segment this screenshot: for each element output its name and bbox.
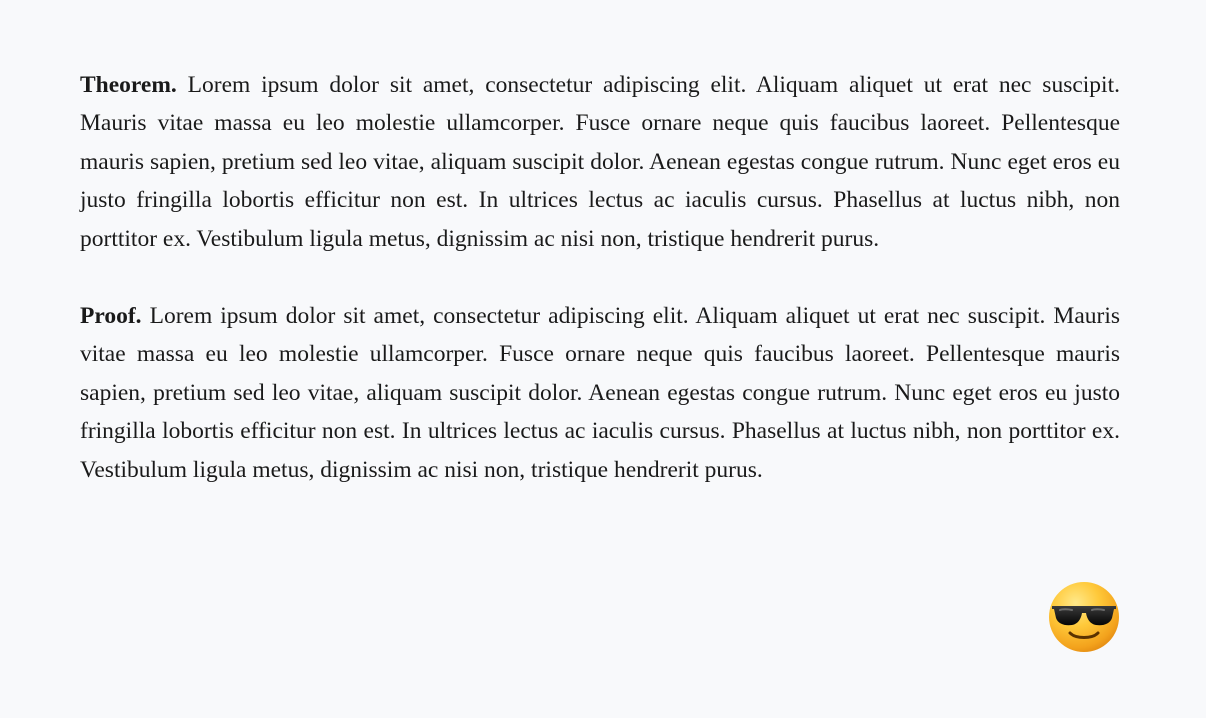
theorem-paragraph <box>80 66 1120 258</box>
smiling-face-with-sunglasses-icon <box>1048 581 1120 653</box>
theorem-label: Theorem. <box>80 72 177 98</box>
document-body <box>80 66 1120 489</box>
proof-label: Proof. <box>80 303 142 330</box>
proof-paragraph <box>80 297 1120 489</box>
theorem-text: Lorem ipsum dolor sit amet, consectetur adipiscing elit. Aliquam aliquet ut erat nec suscipit. Mauris vitae massa eu leo molestie ullamcorper. Fusce ornare neque quis faucibus laoreet. Pellentesque mauris sapien, pretium sed leo vitae, aliquam suscipit dolor. Aenean egestas congue rutrum. Nunc eget eros eu justo fringilla lobortis efficitur non est. In ultrices lectus ac iaculis cursus. Phasellus at luctus nibh, non porttitor ex. Vestibulum ligula metus, dignissim ac nisi non, tristique hendrerit purus. <box>80 72 1120 252</box>
proof-text: Lorem ipsum dolor sit amet, consectetur adipiscing elit. Aliquam aliquet ut erat nec suscipit. Mauris vitae massa eu leo molestie ullamcorper. Fusce ornare neque quis faucibus laoreet. Pellentesque mauris sapien, pretium sed leo vitae, aliquam suscipit dolor. Aenean egestas congue rutrum. Nunc eget eros eu justo fringilla lobortis efficitur non est. In ultrices lectus ac iaculis cursus. Phasellus at luctus nibh, non porttitor ex. Vestibulum ligula metus, dignissim ac nisi non, tristique hendrerit purus. <box>80 303 1121 483</box>
